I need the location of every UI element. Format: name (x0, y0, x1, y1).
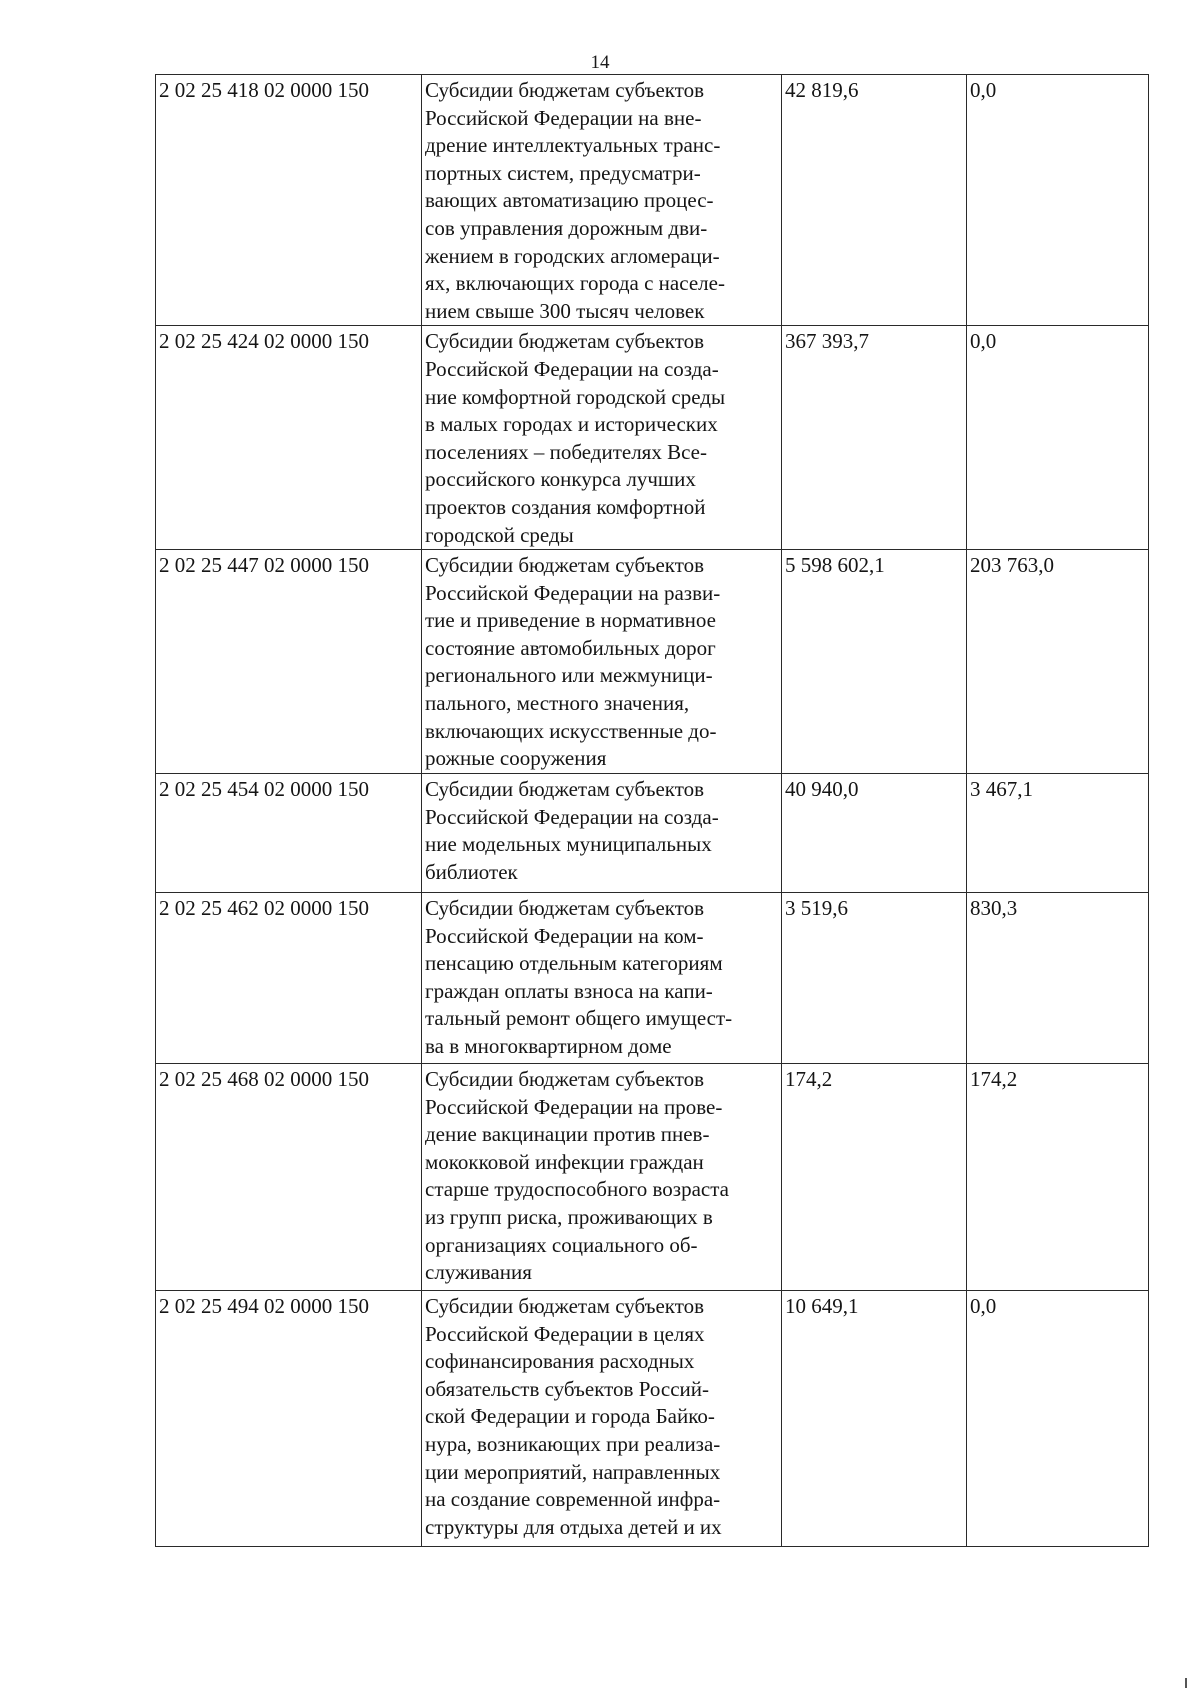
value-cell-2: 203 763,0 (967, 550, 1149, 774)
value-cell-1: 10 649,1 (782, 1291, 967, 1547)
description-line: в малых городах и исторических (425, 412, 718, 437)
description-line: организациях социального об- (425, 1232, 698, 1257)
description-line: старше трудоспособного возраста (425, 1177, 729, 1202)
description-line: служивания (425, 1260, 532, 1285)
description-line: граждан оплаты взноса на капи- (425, 978, 713, 1003)
description-cell (422, 550, 782, 774)
table-row (156, 893, 1149, 1064)
description-line: дение вакцинации против пнев- (425, 1122, 710, 1147)
value-cell-2: 830,3 (967, 893, 1149, 1064)
table-row (156, 550, 1149, 774)
description-line: состояние автомобильных дорог (425, 635, 716, 660)
value-cell-1: 5 598 602,1 (782, 550, 967, 774)
description-line: ние модельных муниципальных (425, 832, 712, 857)
value-cell-1: 40 940,0 (782, 774, 967, 893)
description-line: городской среды (425, 522, 574, 547)
description-line: ва в многоквартирном доме (425, 1034, 672, 1059)
description-line: ние комфортной городской среды (425, 384, 726, 409)
description-line: регионального или межмуници- (425, 663, 713, 688)
description-line: Субсидии бюджетам субъектов (425, 553, 705, 578)
description-line: на создание современной инфра- (425, 1487, 721, 1512)
description-line: нура, возникающих при реализа- (425, 1432, 721, 1457)
budget-code-cell: 2 02 25 424 02 0000 150 (156, 326, 422, 550)
description-cell (422, 774, 782, 893)
value-cell-2: 0,0 (967, 75, 1149, 326)
description-line: вающих автоматизацию процес- (425, 188, 714, 213)
description-line: пенсацию отдельным категориям (425, 951, 723, 976)
description-line: рожные сооружения (425, 746, 607, 771)
description-cell (422, 75, 782, 326)
description-line: из групп риска, проживающих в (425, 1205, 713, 1230)
subsidies-table-body (156, 75, 1149, 1547)
description-line: включающих искусственные до- (425, 718, 717, 743)
description-line: Субсидии бюджетам субъектов (425, 1294, 705, 1319)
description-line: Субсидии бюджетам субъектов (425, 1067, 705, 1092)
description-line: Российской Федерации на ком- (425, 923, 704, 948)
description-line: Субсидии бюджетам субъектов (425, 329, 705, 354)
description-line: Субсидии бюджетам субъектов (425, 777, 705, 802)
budget-code-cell: 2 02 25 468 02 0000 150 (156, 1064, 422, 1291)
description-line: проектов создания комфортной (425, 494, 706, 519)
description-line: тальный ремонт общего имущест- (425, 1006, 733, 1031)
description-line: тие и приведение в нормативное (425, 608, 716, 633)
description-line: Субсидии бюджетам субъектов (425, 896, 705, 921)
description-line: Российской Федерации на разви- (425, 580, 721, 605)
description-line: нием свыше 300 тысяч человек (425, 298, 705, 323)
budget-code-cell: 2 02 25 494 02 0000 150 (156, 1291, 422, 1547)
value-cell-1: 174,2 (782, 1064, 967, 1291)
description-line: портных систем, предусматри- (425, 160, 701, 185)
subsidies-table (155, 74, 1149, 1547)
scan-edge-mark (1185, 1678, 1187, 1688)
table-row (156, 1064, 1149, 1291)
value-cell-1: 3 519,6 (782, 893, 967, 1064)
value-cell-2: 3 467,1 (967, 774, 1149, 893)
table-row (156, 774, 1149, 893)
description-line: библиотек (425, 859, 518, 884)
value-cell-2: 0,0 (967, 1291, 1149, 1547)
description-line: Российской Федерации на вне- (425, 105, 702, 130)
description-line: поселениях – победителях Все- (425, 439, 707, 464)
description-line: ях, включающих города с населе- (425, 271, 725, 296)
value-cell-2: 174,2 (967, 1064, 1149, 1291)
description-line: Российской Федерации на прове- (425, 1094, 723, 1119)
budget-code-cell: 2 02 25 454 02 0000 150 (156, 774, 422, 893)
budget-code-cell: 2 02 25 447 02 0000 150 (156, 550, 422, 774)
description-line: пального, местного значения, (425, 691, 690, 716)
description-line: структуры для отдыха детей и их (425, 1514, 722, 1539)
description-line: сов управления дорожным дви- (425, 215, 708, 240)
description-line: жением в городских агломераци- (425, 243, 720, 268)
description-line: российского конкурса лучших (425, 467, 696, 492)
description-line: мококковой инфекции граждан (425, 1149, 704, 1174)
description-line: ской Федерации и города Байко- (425, 1404, 715, 1429)
budget-code-cell: 2 02 25 418 02 0000 150 (156, 75, 422, 326)
description-cell (422, 1064, 782, 1291)
page-number: 14 (590, 52, 610, 73)
description-cell (422, 326, 782, 550)
value-cell-1: 42 819,6 (782, 75, 967, 326)
value-cell-2: 0,0 (967, 326, 1149, 550)
description-line: Российской Федерации на созда- (425, 356, 719, 381)
description-line: дрение интеллектуальных транс- (425, 133, 721, 158)
description-line: софинансирования расходных (425, 1349, 695, 1374)
budget-code-cell: 2 02 25 462 02 0000 150 (156, 893, 422, 1064)
description-line: обязательств субъектов Россий- (425, 1376, 710, 1401)
description-line: ции мероприятий, направленных (425, 1459, 721, 1484)
table-row (156, 1291, 1149, 1547)
value-cell-1: 367 393,7 (782, 326, 967, 550)
description-line: Российской Федерации на созда- (425, 804, 719, 829)
description-line: Субсидии бюджетам субъектов (425, 78, 705, 102)
description-cell (422, 1291, 782, 1547)
table-row (156, 326, 1149, 550)
description-cell (422, 893, 782, 1064)
description-line: Российской Федерации в целях (425, 1321, 705, 1346)
table-row (156, 75, 1149, 326)
